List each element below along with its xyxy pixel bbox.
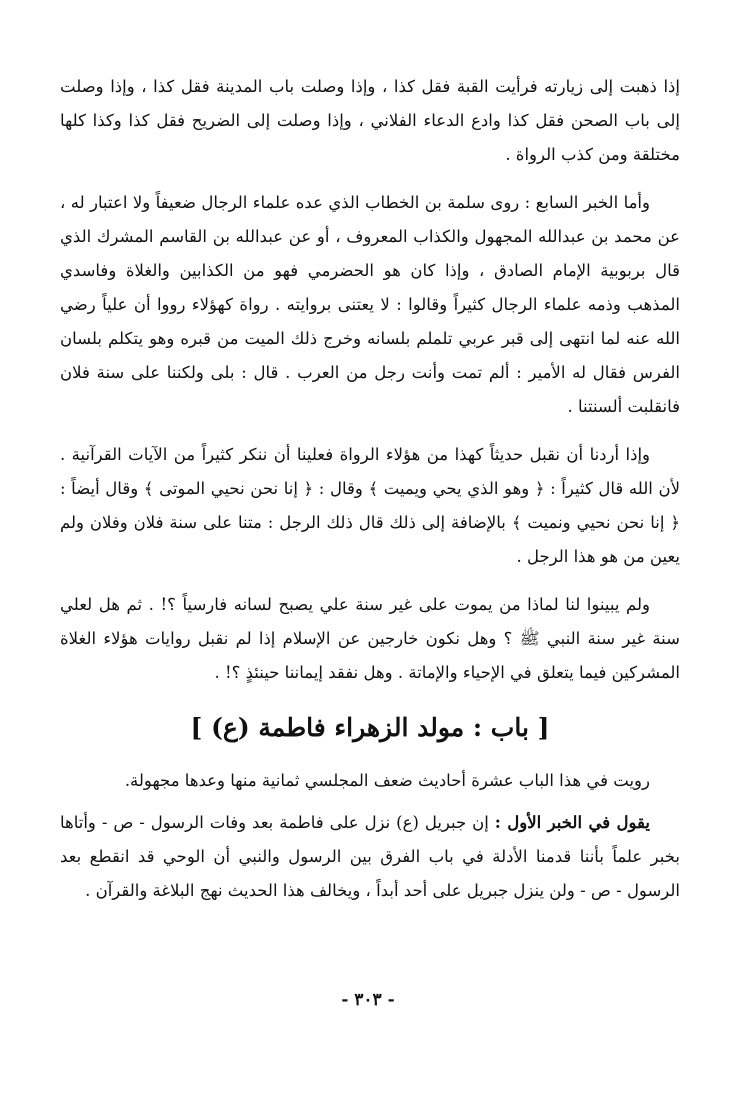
paragraph-4: ولم يبينوا لنا لماذا من يموت على غير سنة علي يصبح لسانه فارسياً ؟! . ثم هل لعلي سنة غير سنة النبي ﷺ ؟ وهل نكون خارجين عن الإسلام إذا لم نقبل روايات هؤلاء الغلاة المشركين فيما يتعلق في الإحياء والإماتة . وهل نفقد إيماننا حينئذٍ ؟! .: [60, 595, 680, 682]
first-report-label: يقول في الخبر الأول :: [494, 813, 650, 832]
first-report-text: إن جبريل (ع) نزل على فاطمة بعد وفات الرسول - ص - وأتاها بخبر علماً بأننا قدمنا الأدلة في باب الفرق بين الرسول والنبي أن الوحي قد انقطع بعد الرسول - ص - ولن ينزل جبريل على أحد أبداً ، ويخالف هذا الحديث نهج البلاغة والقرآن .: [60, 813, 680, 900]
page-number: - ٣٠٣ -: [341, 990, 395, 1010]
page-body: [60, 70, 680, 908]
paragraph-2: وأما الخبر السابع : روى سلمة بن الخطاب الذي عده علماء الرجال ضعيفاً ولا اعتبار له ، عن محمد بن عبدالله المجهول والكذاب المعروف ، أو عن عبدالله بن القاسم المشرك الذي قال بربوبية الإمام الصادق ، وإذا كان هو الحضرمي فهو من الكذابين والغلاة وفاسدي المذهب وذمه علماء الرجال كثيراً وقالوا : لا يعتنى بروايته . رواة كهؤلاء رووا أن علياً رضي الله عنه لما انتهى إلى قبر عربي تلملم بلسانه وخرج ذلك الميت من قبره وهو يتكلم بلسان الفرس فقال له الأمير : ألم تمت وأنت رجل من العرب . قال : بلى ولكننا على سنة فلان فانقلبت ألسنتنا .: [60, 193, 680, 416]
paragraph-3: وإذا أردنا أن نقبل حديثاً كهذا من هؤلاء الرواة فعلينا أن ننكر كثيراً من الآيات القرآنية . لأن الله قال كثيراً : ﴿ وهو الذي يحي ويميت ﴾ وقال : ﴿ إنا نحن نحيي الموتى ﴾ وقال أيضاً : ﴿ إنا نحن نحيي ونميت ﴾ بالإضافة إلى ذلك قال ذلك الرجل : متنا على سنة فلان وفلان ولم يعين من هو هذا الرجل .: [60, 445, 680, 566]
first-report-paragraph: [60, 806, 680, 908]
chapter-note: رويت في هذا الباب عشرة أحاديث ضعف المجلسي ثمانية منها وعدها مجهولة.: [124, 771, 650, 790]
chapter-title: [ باب : مولد الزهراء فاطمة (ع) ]: [190, 713, 550, 742]
paragraph-1: إذا ذهبت إلى زيارته فرأيت القبة فقل كذا ، وإذا وصلت باب المدينة فقل كذا ، وإذا وصلت إلى باب الصحن فقل كذا وادع الدعاء الفلاني ، وإذا وصلت إلى الضريح فقل كذا وكذا كلها مختلقة ومن كذب الرواة .: [60, 77, 680, 164]
